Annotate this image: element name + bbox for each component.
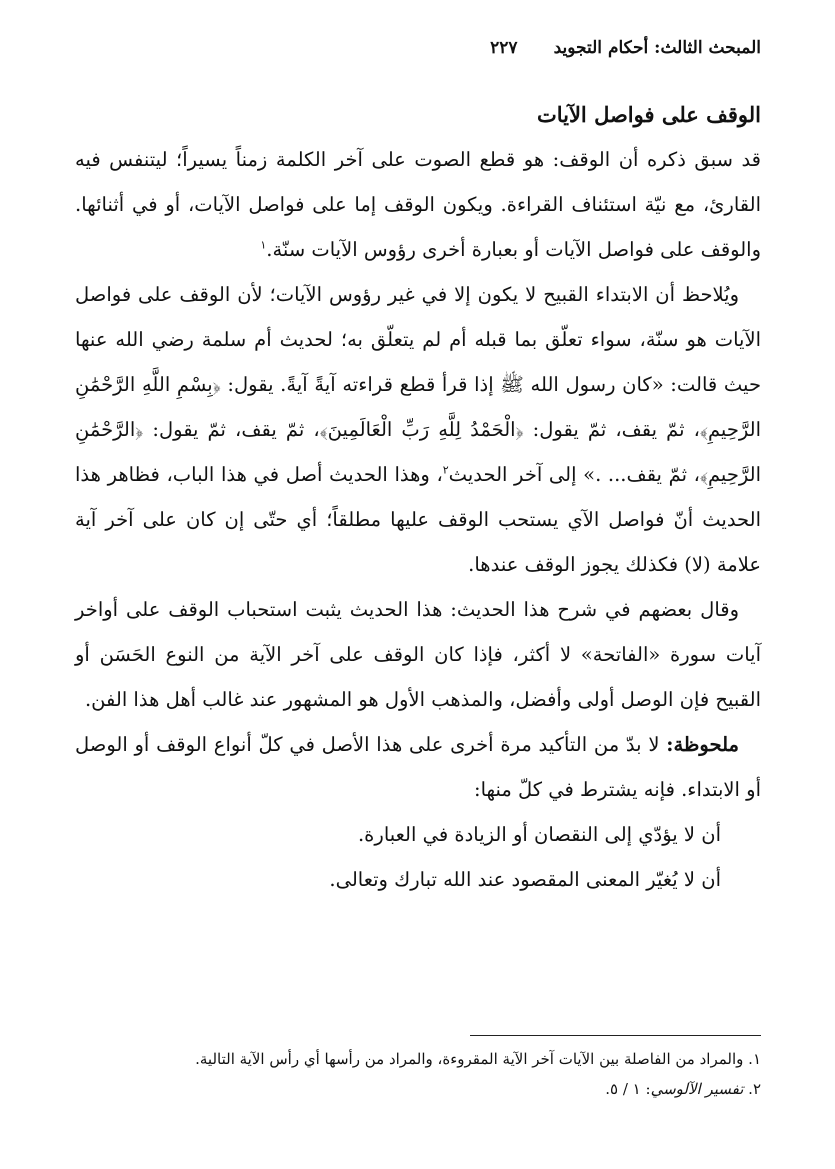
footnotes <box>75 1044 761 1104</box>
paragraph-definition <box>75 137 761 272</box>
paragraph-hadith-text: ويُلاحظ أن الابتداء القبيح لا يكون إلا في غير رؤوس الآيات؛ لأن الوقف على فواصل الآيات هو سنّة، سواء تعلّق بما قبله أم لم يتعلّق به؛ لحديث أم سلمة رضي الله عنها حيث قالت: «كان رسول الله ﷺ إذا قرأ قطع قراءته آيةً آيةً. يقول: ﴿بِسْمِ اللَّهِ الرَّحْمَٰنِ الرَّحِيمِ﴾، ثمّ يقف، ثمّ يقول: ﴿الْحَمْدُ لِلَّهِ رَبِّ الْعَالَمِينَ﴾، ثمّ يقف، ثمّ يقول: ﴿الرَّحْمَٰنِ الرَّحِيمِ﴾، ثمّ يقف... .» إلى آخر الحديث <box>75 283 761 486</box>
footnote-2-number: ٢. <box>743 1080 761 1098</box>
footnote-ref-1: ١ <box>260 238 267 252</box>
footnote-divider <box>470 1035 761 1036</box>
section-title: الوقف على فواصل الآيات <box>536 102 761 127</box>
footnote-2-book: تفسير الآلوسي <box>650 1080 744 1098</box>
note-text: لا بدّ من التأكيد مرة أخرى على هذا الأصل في كلّ أنواع الوقف أو الوصل أو الابتداء. فإنه يشترط في كلّ منها: <box>75 733 761 801</box>
paragraph-hadith-text-cont: ، وهذا الحديث أصل في هذا الباب، فظاهر هذا الحديث أنّ فواصل الآي يستحب الوقف عليها مطلقاً؛ أي حتّى إن كان على آخر آية علامة (لا) فكذلك يجوز الوقف عندها. <box>75 463 761 576</box>
paragraph-definition-text: قد سبق ذكره أن الوقف: هو قطع الصوت على آخر الكلمة زمناً يسيراً؛ ليتنفس فيه القارئ، مع نيّة استئناف القراءة. ويكون الوقف إما على فواصل الآيات، أو في أثنائها. والوقف على فواصل الآيات أو بعبارة أخرى رؤوس الآيات سنّة. <box>75 148 761 261</box>
paragraph-hadith <box>75 272 761 587</box>
footnote-2-location: : ١ / ٥. <box>605 1080 651 1098</box>
condition-item: أن لا يُغيّر المعنى المقصود عند الله تبارك وتعالى. <box>329 868 721 891</box>
main-text <box>75 92 761 902</box>
footnote-1: ١. والمراد من الفاصلة بين الآيات آخر الآية المقروءة، والمراد من رأسها أي رأس الآية التالية. <box>195 1050 761 1068</box>
running-title: المبحث الثالث: أحكام التجويد <box>553 38 761 58</box>
page-header <box>75 38 761 58</box>
footnote-ref-2: ٢ <box>442 463 449 477</box>
condition-item: أن لا يؤدّي إلى النقصان أو الزيادة في العبارة. <box>357 823 721 846</box>
footnote-2 <box>75 1074 761 1104</box>
paragraph-note <box>75 722 761 812</box>
paragraph-opinion: وقال بعضهم في شرح هذا الحديث: هذا الحديث يثبت استحباب الوقف على أواخر آيات سورة «الفاتحة» لا أكثر، فإذا كان الوقف على آخر الآية من النوع الحَسَن أو القبيح فإن الوصل أولى وأفضل، والمذهب الأول هو المشهور عند غالب أهل هذا الفن. <box>75 598 761 711</box>
note-label: ملحوظة: <box>666 733 739 756</box>
page-number: ٢٢٧ <box>490 38 518 58</box>
